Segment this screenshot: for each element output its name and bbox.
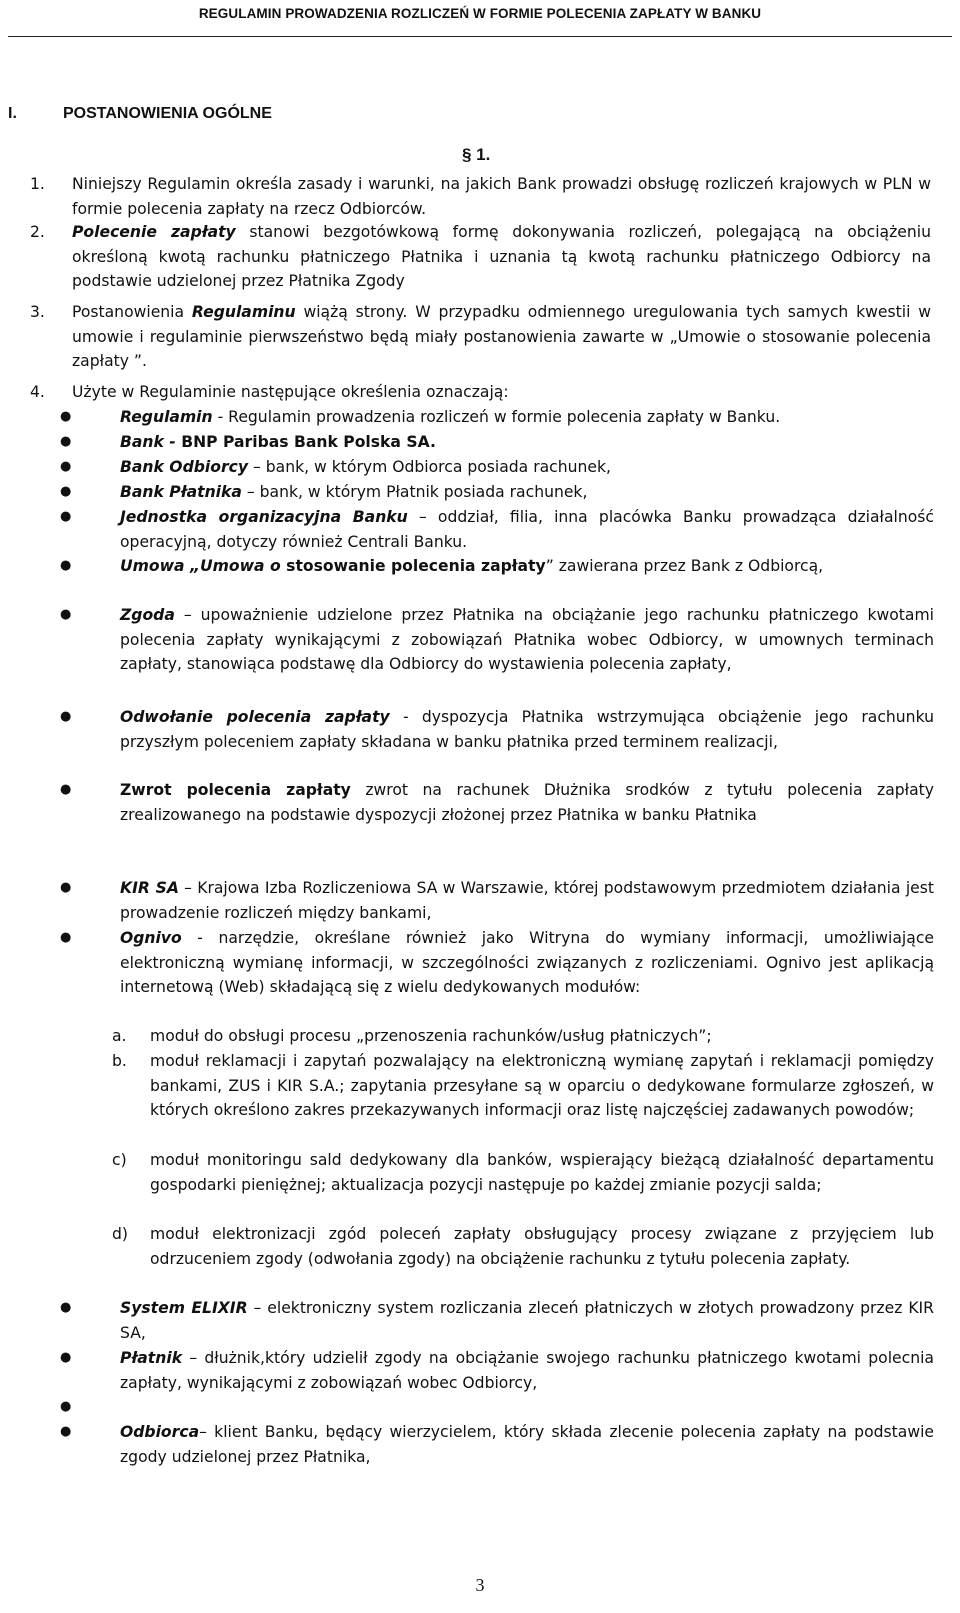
module-marker: b. <box>112 1052 127 1070</box>
bullet-icon: ● <box>60 1300 72 1315</box>
definition-item <box>60 505 934 554</box>
bullet-icon: ● <box>60 484 72 499</box>
definition-text: – upoważnienie udzielone przez Płatnika na obciążanie jego rachunku płatniczego kwotami polecenia zapłaty wynikającymi z zobowiązań Płatnika wobec Odbiorcy, w umownych terminach zapłaty, stanowiąca podstawę dla Odbiorcy do wystawienia polecenia zapłaty, <box>120 606 934 673</box>
term: Bank Płatnika <box>120 483 242 501</box>
bullet-icon: ● <box>60 459 72 474</box>
module-item <box>112 1024 934 1049</box>
definition-item <box>60 876 934 925</box>
bullet-icon: ● <box>60 1424 72 1439</box>
module-marker: c) <box>112 1151 127 1169</box>
item-text <box>72 300 931 374</box>
item-body: stanowi bezgotówkową formę dokonywania rozliczeń, polegającą na obciążeniu określoną kwotą rachunku płatniczego Płatnika i uznania tą kwotą rachunku płatniczego Odbiorcy na podstawie udzielonej przez Płatnika Zgody <box>72 223 931 290</box>
definition-text: - dyspozycja Płatnika wstrzymująca obciążenie jego rachunku przyszłym poleceniem zapłaty składana w banku płatnika przed terminem realizacji, <box>120 708 935 751</box>
term: Regulamin <box>120 408 213 426</box>
term: Polecenie zapłaty <box>72 223 236 241</box>
term: Bank Odbiorcy <box>120 458 249 476</box>
definition-text: zwrot na rachunek Dłużnika srodków z tytułu polecenia zapłaty zrealizowanego na podstawie dyspozycji złożonej przez Płatnika w banku Płatnika <box>120 781 934 824</box>
definition-item <box>60 455 934 480</box>
item-body: wiążą strony. W przypadku odmiennego uregulowania tych samych kwestii w umowie i regulaminie pierwszeństwo będą miały postanowienia zawarte w „Umowie o stosowanie polecenia zapłaty ”. <box>72 303 931 370</box>
definition-item <box>60 603 934 677</box>
definition-text: – bank, w którym Płatnik posiada rachunek, <box>241 483 588 501</box>
module-text: moduł reklamacji i zapytań pozwalający na elektroniczną wymianę zapytań i reklamacji pomiędzy bankami, ZUS i KIR S.A.; zapytania przesyłane są w oparciu o dedykowane formularze zgłoszeń, w których określono zakres przekazywanych informacji oraz listę najczęściej zadawanych powodów; <box>150 1052 934 1119</box>
page-header: REGULAMIN PROWADZENIA ROZLICZEŃ W FORMIE POLECENIA ZAPŁATY W BANKU <box>198 6 762 21</box>
term: Bank - <box>120 433 176 451</box>
definition-text: – oddział, filia, inna placówka Banku prowadząca działalność operacyjną, dotyczy również Centrali Banku. <box>120 508 934 551</box>
definition-text: – bank, w którym Odbiorca posiada rachunek, <box>248 458 611 476</box>
section-title <box>8 105 272 123</box>
term: Odwołanie polecenia zapłaty <box>120 708 390 726</box>
definition-text: – klient Banku, będący wierzycielem, który składa zlecenie polecenia zapłaty na podstawie zgody udzielonej przez Płatnika, <box>120 1423 934 1466</box>
bullet-icon: ● <box>60 930 72 945</box>
module-text: moduł elektronizacji zgód poleceń zapłaty obsługujący procesy związane z przyjęciem lub odrzuceniem zgody (odwołania zgody) na obciążenie rachunku z tytułu polecenia zapłaty. <box>150 1225 934 1268</box>
bullet-icon: ● <box>60 1350 72 1365</box>
item-number: 1. <box>30 175 45 193</box>
paragraph-sign: § 1. <box>462 145 491 164</box>
definition-text: – Krajowa Izba Rozliczeniowa SA w Warszawie, której podstawowym przedmiotem działania jest prowadzenie rozliczeń między bankami, <box>120 879 934 922</box>
definition-item <box>60 1420 934 1469</box>
bank-name: BNP Paribas Bank Polska SA. <box>175 433 436 451</box>
numbered-item <box>30 380 930 405</box>
definition-text: – dłużnik,który udzielił zgody na obciążanie swojego rachunku płatniczego kwotami polecnia zapłaty, wynikającymi z zobowiązań wobec Odbiorcy, <box>120 1349 934 1392</box>
term: KIR SA <box>120 879 179 897</box>
term: Umowa „Umowa o <box>120 557 281 575</box>
module-text: moduł do obsługi procesu „przenoszenia rachunków/usług płatniczych”; <box>150 1027 712 1045</box>
bullet-icon: ● <box>60 880 72 895</box>
item-number: 4. <box>30 383 45 401</box>
bullet-icon: ● <box>60 434 72 449</box>
definition-item <box>60 1296 934 1345</box>
item-number: 3. <box>30 303 45 321</box>
definition-item <box>60 430 934 455</box>
item-text: Użyte w Regulaminie następujące określenia oznaczają: <box>72 383 509 401</box>
module-item <box>112 1222 934 1271</box>
definition-item <box>60 480 934 505</box>
item-pre: Postanowienia <box>72 303 192 321</box>
item-number: 2. <box>30 223 45 241</box>
bullet-icon: ● <box>60 558 72 573</box>
module-item <box>112 1049 934 1123</box>
module-text: moduł monitoringu sald dedykowany dla banków, wspierający bieżącą działalność departamentu gospodarki pieniężnej; aktualizacja pozycji następuje po każdej zmianie pozycji salda; <box>150 1151 934 1194</box>
definition-item <box>60 554 934 579</box>
term: Ognivo <box>120 929 182 947</box>
definition-item <box>60 705 934 754</box>
term-bold: Zwrot polecenia zapłaty <box>120 781 351 799</box>
item-text: Niniejszy Regulamin określa zasady i warunki, na jakich Bank prowadzi obsługę rozliczeń krajowych w PLN w formie polecenia zapłaty na rzecz Odbiorców. <box>72 175 931 218</box>
definition-item <box>60 778 934 827</box>
term: Regulaminu <box>191 303 296 321</box>
header-rule <box>8 36 952 37</box>
numbered-item <box>30 300 930 374</box>
module-marker: a. <box>112 1027 127 1045</box>
term-bold: stosowanie polecenia zapłaty <box>280 557 546 575</box>
term: Zgoda <box>120 606 175 624</box>
page-number: 3 <box>475 1575 485 1595</box>
section-name: POSTANOWIENIA OGÓLNE <box>63 105 272 122</box>
bullet-icon: ● <box>60 782 72 797</box>
bullet-icon: ● <box>60 509 72 524</box>
bullet-icon: ● <box>60 709 72 724</box>
module-marker: d) <box>112 1225 128 1243</box>
item-text <box>72 220 931 294</box>
numbered-item <box>30 220 930 294</box>
term: Jednostka organizacyjna Banku <box>120 508 408 526</box>
definition-item <box>60 405 934 430</box>
bullet-icon: ● <box>60 607 72 622</box>
definition-text: - Regulamin prowadzenia rozliczeń w formie polecenia zapłaty w Banku. <box>212 408 781 426</box>
numbered-item <box>30 172 930 221</box>
definition-item <box>60 926 934 1000</box>
term: System ELIXIR <box>120 1299 248 1317</box>
term: Odbiorca <box>120 1423 200 1441</box>
definition-text: ” zawierana przez Bank z Odbiorcą, <box>545 557 824 575</box>
module-item <box>112 1148 934 1197</box>
definition-text: – elektroniczny system rozliczania zleceń płatniczych w złotych prowadzony przez KIR SA, <box>120 1299 934 1342</box>
definition-item <box>60 1346 934 1395</box>
bullet-icon: ● <box>60 409 72 424</box>
term: Płatnik <box>120 1349 183 1367</box>
section-number: I. <box>8 105 17 122</box>
bullet-icon: ● <box>60 1399 72 1414</box>
definition-text: - narzędzie, określane również jako Witryna do wymiany informacji, umożliwiające elektroniczną wymianę informacji, w szczególności związanych z rozliczeniami. Ognivo jest aplikacją internetową (Web) składającą się z wielu dedykowanych modułów: <box>120 929 934 996</box>
